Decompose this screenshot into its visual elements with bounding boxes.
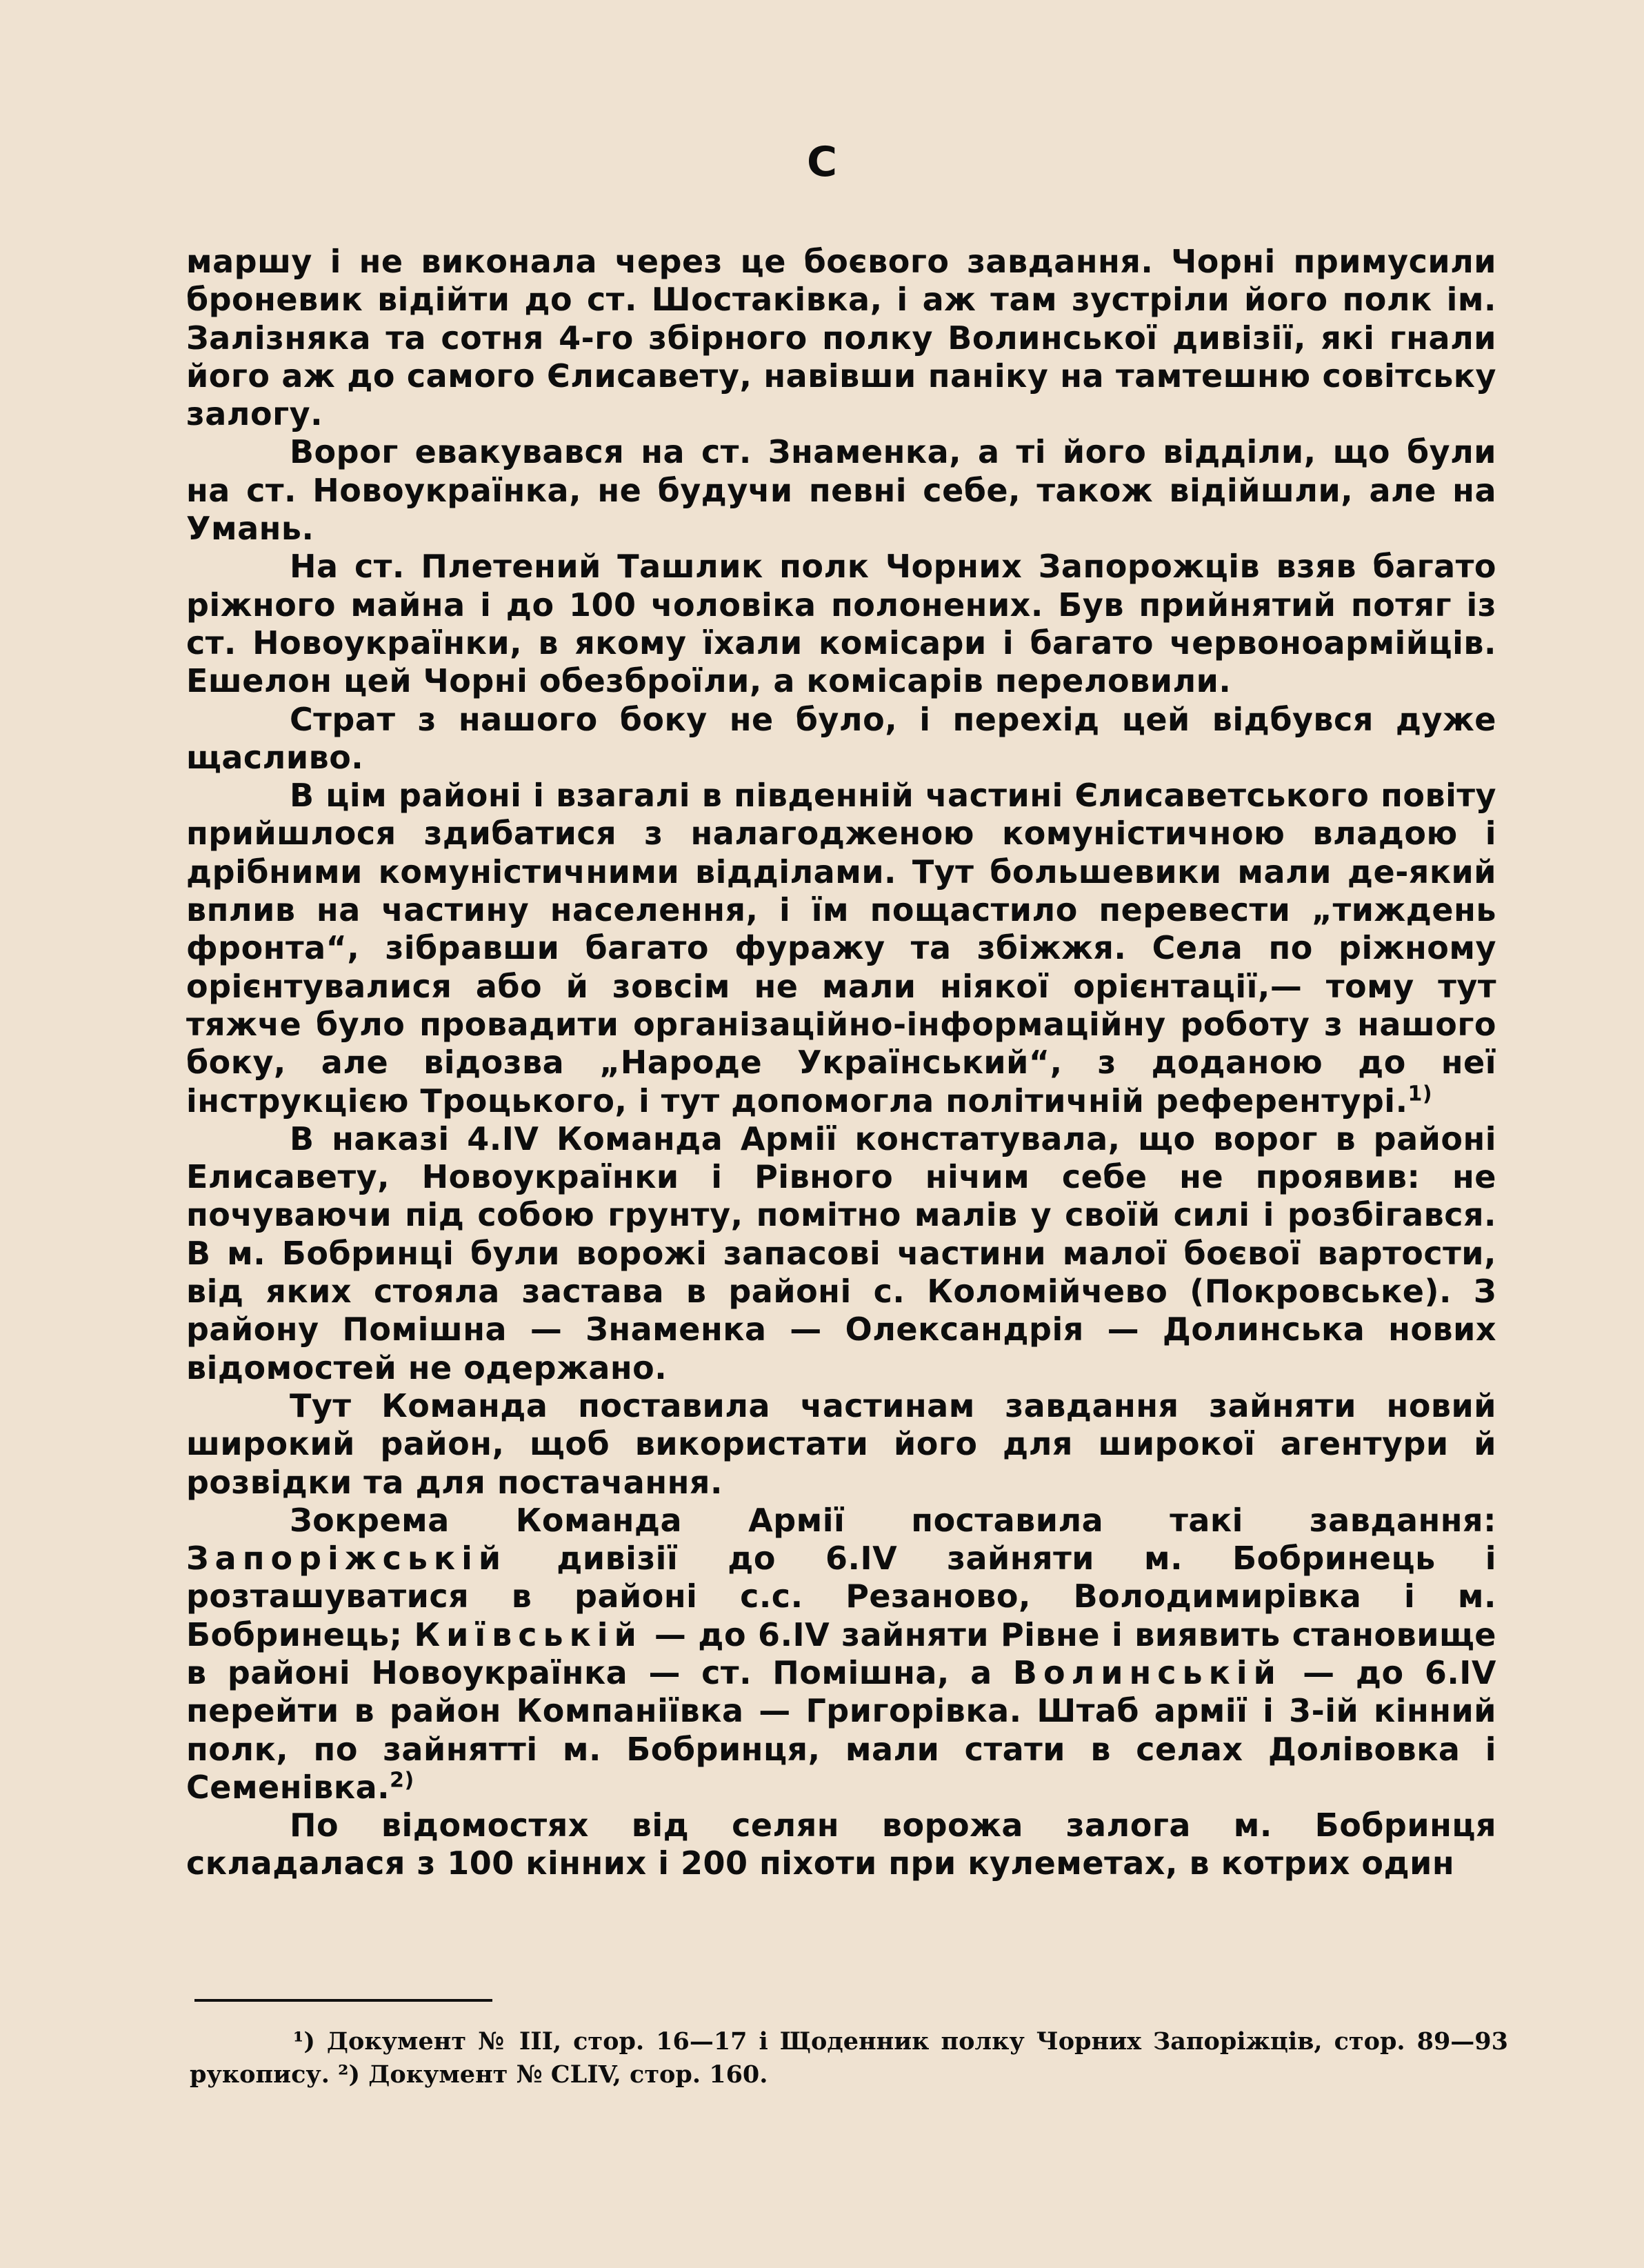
footnotes [190, 2025, 1508, 2091]
paragraph-text: — до 6.IV зайняти Рівне і виявить становище в районі Новоукраїнка — ст. Помішна, а [186, 1615, 1496, 1691]
paragraph: В наказі 4.IV Команда Армії констатувала, що ворог в районі Елисавету, Новоукраїнки і Рівного нічим себе не проявив: не почуваючи під собою грунту, помітно малів у своїй силі і розбігався. В м. Бобринці були ворожі запасові частини малої боєвої вартости, від яких стояла застава в районі с. Коломійчево (Покровське). З району Помішна — Знаменка — Олександрія — Долинська нових відомостей не одержано. [186, 1120, 1496, 1386]
unit-name: Київській [414, 1615, 643, 1653]
unit-name: Запоріжській [186, 1540, 508, 1578]
footnote-marker: ¹) [293, 2027, 315, 2056]
footnote-body: Документ № III, стор. 16—17 і Щоденник полку Чорних Запоріжців, стор. 89—93 рукопису. [190, 2027, 1509, 2089]
footnote-divider [194, 1999, 492, 2002]
page-header: С [806, 138, 838, 186]
paragraph: Ворог евакувався на ст. Знаменка, а ті його відділи, що були на ст. Новоукраїнка, не будучи певні себе, також відійшли, але на Умань. [186, 433, 1496, 548]
footnote-ref: 1) [1407, 1082, 1433, 1106]
paragraph-text: В цім районі і взагалі в південній частині Єлисаветського повіту прийшлося здибатися з налагодженою комуністичною владою і дрібними комуністичними відділами. Тут большевики мали де-який вплив на частину населення, і їм пощастило перевести „тиждень фронта“, зібравши багато фуражу та збіжжя. Села по ріжному орієнтувалися або й зовсім не мали ніякої орієнтації,— тому тут тяжче було провадити організаційно-інформаційну роботу з нашого боку, але відозва „Народе Український“, з доданою до неї інструкцією Троцького, і тут допомогла політичній референтурі. [186, 777, 1496, 1120]
paragraph [186, 1502, 1496, 1807]
footnote-marker: ²) [338, 2060, 361, 2089]
paragraph: Страт з нашого боку не було, і перехід цей відбувся дуже щасливо. [186, 700, 1496, 776]
footnote-body: Документ № CLIV, стор. 160. [368, 2060, 768, 2089]
paragraph-text: — до 6.IV перейти в район Компаніївка — Григорівка. Штаб армії і 3-ій кінний полк, по зайнятті м. Бобринця, мали стати в селах Долівовка і Семенівка. [186, 1653, 1497, 1806]
paragraph: По відомостях від селян ворожа залога м. Бобринця складалася з 100 кінних і 200 піхоти при кулеметах, в котрих один [186, 1807, 1496, 1882]
paragraph: Тут Команда поставила частинам завдання зайняти новий широкий район, щоб використати його для широкої агентури й розвідки та для постачання. [186, 1386, 1496, 1501]
paragraph-text: дивізії до 6.IV зайняти м. Бобринець і розташуватися в районі с.с. Резаново, Володимирівка і м. Бобринець; [186, 1540, 1496, 1653]
paragraph: маршу і не виконала через це боєвого завдання. Чорні примусили броневик відійти до ст. Шостаківка, і аж там зустріли його полк ім. Залізняка та сотня 4-го збірного полку Волинської дивізії, які гнали його аж до самого Єлисавету, навівши паніку на тамтешню совітську залогу. [186, 243, 1496, 433]
paragraph: На ст. Плетений Ташлик полк Чорних Запорожців взяв багато ріжного майна і до 100 чоловіка полонених. Був прийнятий потяг із ст. Новоукраїнки, в якому їхали комісари і багато червоноармійців. Ешелон цей Чорні обезброїли, а комісарів переловили. [186, 548, 1496, 700]
paragraph [186, 777, 1496, 1120]
paragraph-text: Зокрема Команда Армії поставила такі завдання: [290, 1501, 1496, 1539]
unit-name: Волинській [1012, 1653, 1282, 1691]
footnote-text [190, 2025, 1508, 2091]
main-text [186, 243, 1496, 1883]
footnote-ref: 2) [390, 1768, 414, 1793]
